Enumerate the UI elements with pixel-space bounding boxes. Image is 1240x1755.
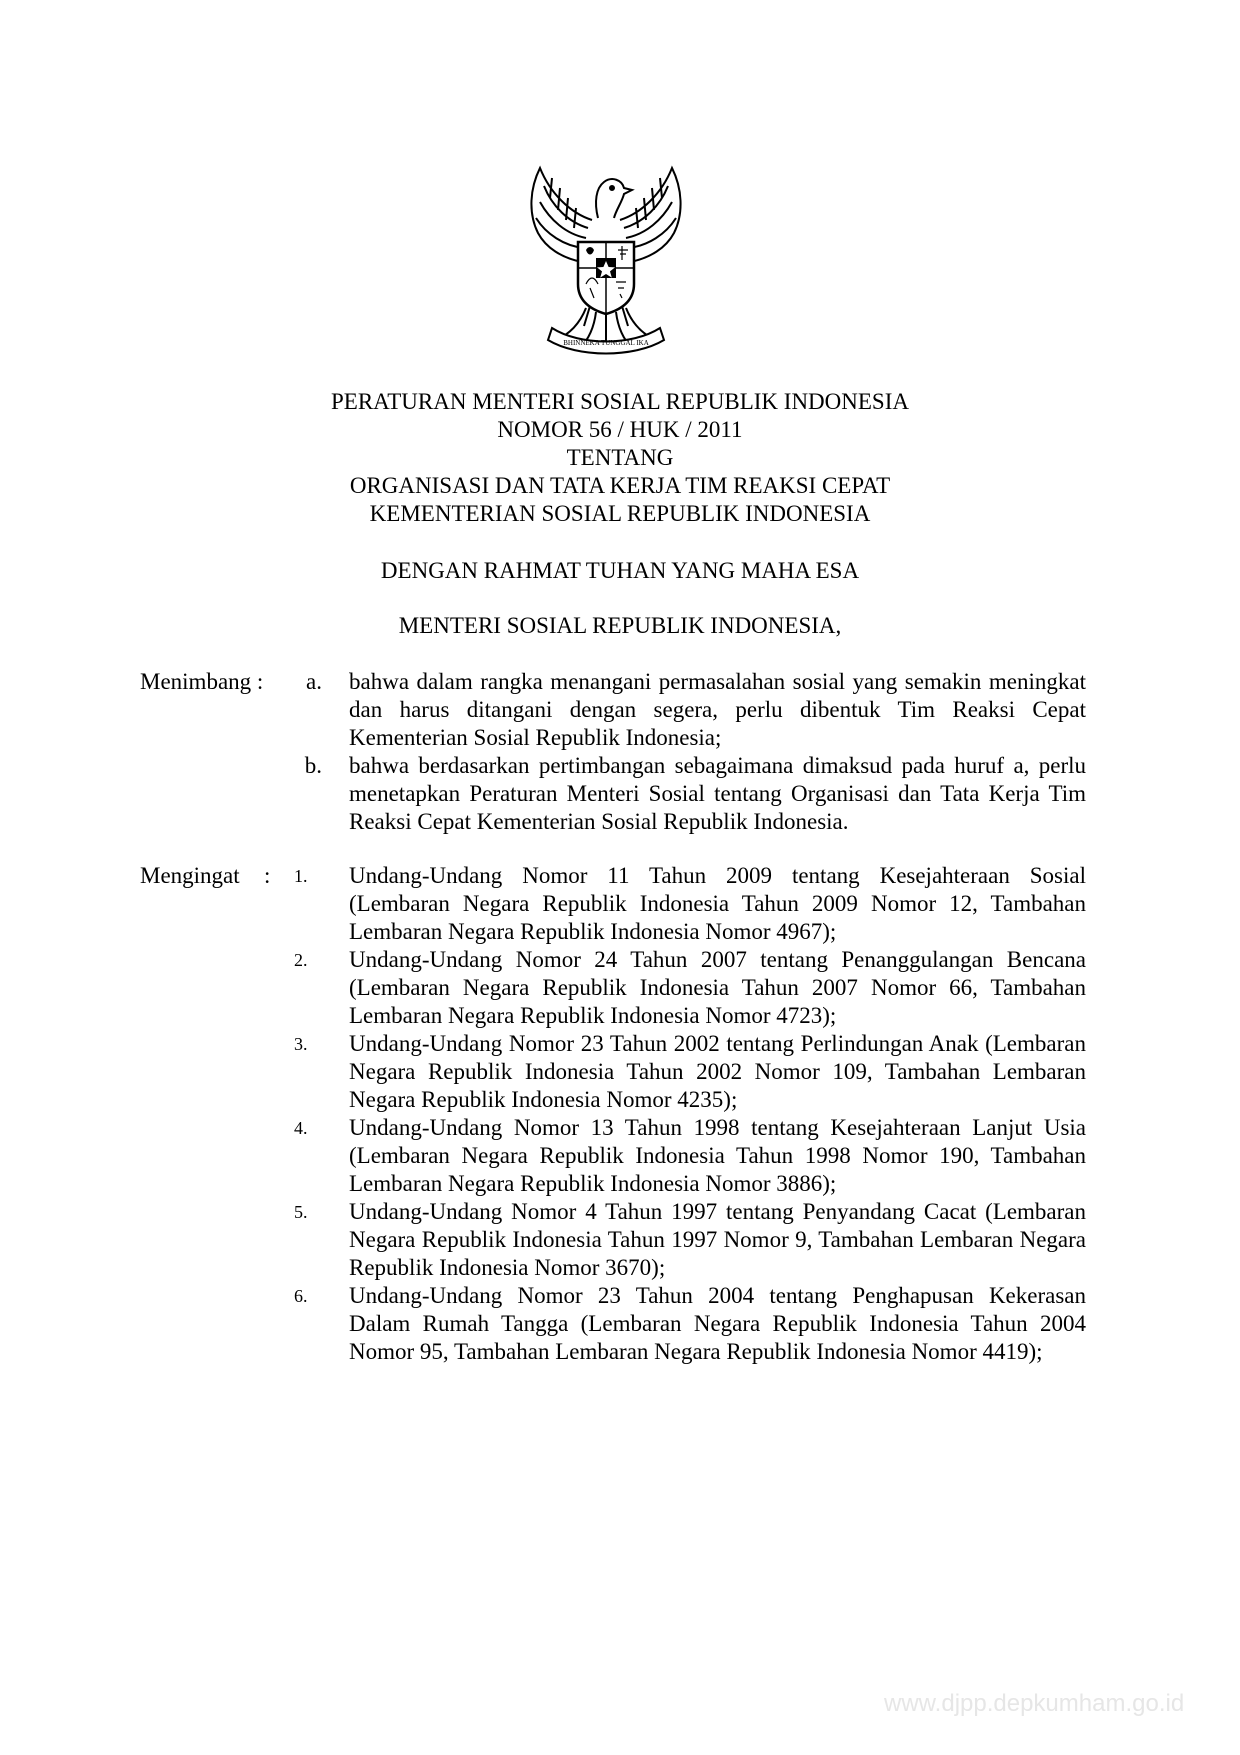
menimbang-label: Menimbang : (140, 669, 264, 694)
title-line: PERATURAN MENTERI SOSIAL REPUBLIK INDONESIA (331, 389, 909, 414)
mengingat-colon: : (264, 863, 271, 888)
item-text: Undang-Undang Nomor 13 Tahun 1998 tentang Kesejahteraan Lanjut Usia (Lembaran Negara Republik Indonesia Tahun 1998 Nomor 190, Tambahan Lembaran Negara Republik Indonesia Nomor 3886); (349, 1115, 1086, 1196)
item-text: Undang-Undang Nomor 11 Tahun 2009 tentang Kesejahteraan Sosial (Lembaran Negara Republik Indonesia Tahun 2009 Nomor 12, Tambahan Lembaran Negara Republik Indonesia Nomor 4967); (349, 863, 1086, 944)
item-text: Undang-Undang Nomor 23 Tahun 2002 tentang Perlindungan Anak (Lembaran Negara Republik Indonesia Tahun 2002 Nomor 109, Tambahan Lembaran Negara Republik Indonesia Nomor 4235); (349, 1031, 1086, 1112)
item-marker: 5. (294, 1202, 308, 1222)
item-marker: 6. (294, 1286, 308, 1306)
garuda-pancasila-emblem (500, 158, 712, 366)
title-line: ORGANISASI DAN TATA KERJA TIM REAKSI CEPAT (349, 473, 891, 498)
item-text: Undang-Undang Nomor 4 Tahun 1997 tentang Penyandang Cacat (Lembaran Negara Republik Indonesia Tahun 1997 Nomor 9, Tambahan Lembaran Negara Republik Indonesia Nomor 3670); (349, 1199, 1086, 1280)
regulation-title (0, 388, 1240, 528)
item-text: Undang-Undang Nomor 23 Tahun 2004 tentang Penghapusan Kekerasan Dalam Rumah Tangga (Lembaran Negara Republik Indonesia Tahun 2004 Nomor 95, Tambahan Lembaran Negara Republik Indonesia Nomor 4419); (349, 1283, 1086, 1364)
item-marker: a. (306, 669, 322, 694)
shield-icon (578, 242, 634, 314)
item-marker: 2. (294, 950, 308, 970)
authority-line: MENTERI SOSIAL REPUBLIK INDONESIA, (398, 613, 842, 638)
item-marker: b. (304, 753, 322, 778)
title-line: NOMOR 56 / HUK / 2011 (497, 417, 743, 442)
item-marker: 3. (294, 1034, 308, 1054)
item-text: Undang-Undang Nomor 24 Tahun 2007 tentang Penanggulangan Bencana (Lembaran Negara Republik Indonesia Tahun 2007 Nomor 66, Tambahan Lembaran Negara Republik Indonesia Nomor 4723); (349, 947, 1086, 1028)
title-line: TENTANG (566, 445, 674, 470)
source-watermark: www.djpp.depkumham.go.id (884, 1690, 1185, 1717)
mengingat-label: Mengingat (140, 863, 240, 888)
motto-text: BHINNEKA TUNGGAL IKA (563, 339, 649, 347)
title-line: KEMENTERIAN SOSIAL REPUBLIK INDONESIA (369, 501, 871, 526)
item-marker: 4. (294, 1118, 308, 1138)
item-text: bahwa berdasarkan pertimbangan sebagaimana dimaksud pada huruf a, perlu menetapkan Peraturan Menteri Sosial tentang Organisasi dan Tata Kerja Tim Reaksi Cepat Kementerian Sosial Republik Indonesia. (349, 753, 1086, 834)
item-marker: 1. (294, 866, 308, 886)
item-text: bahwa dalam rangka menangani permasalahan sosial yang semakin meningkat dan harus ditangani dengan segera, perlu dibentuk Tim Reaksi Cepat Kementerian Sosial Republik Indonesia; (349, 669, 1086, 750)
invocation: DENGAN RAHMAT TUHAN YANG MAHA ESA (380, 558, 860, 583)
